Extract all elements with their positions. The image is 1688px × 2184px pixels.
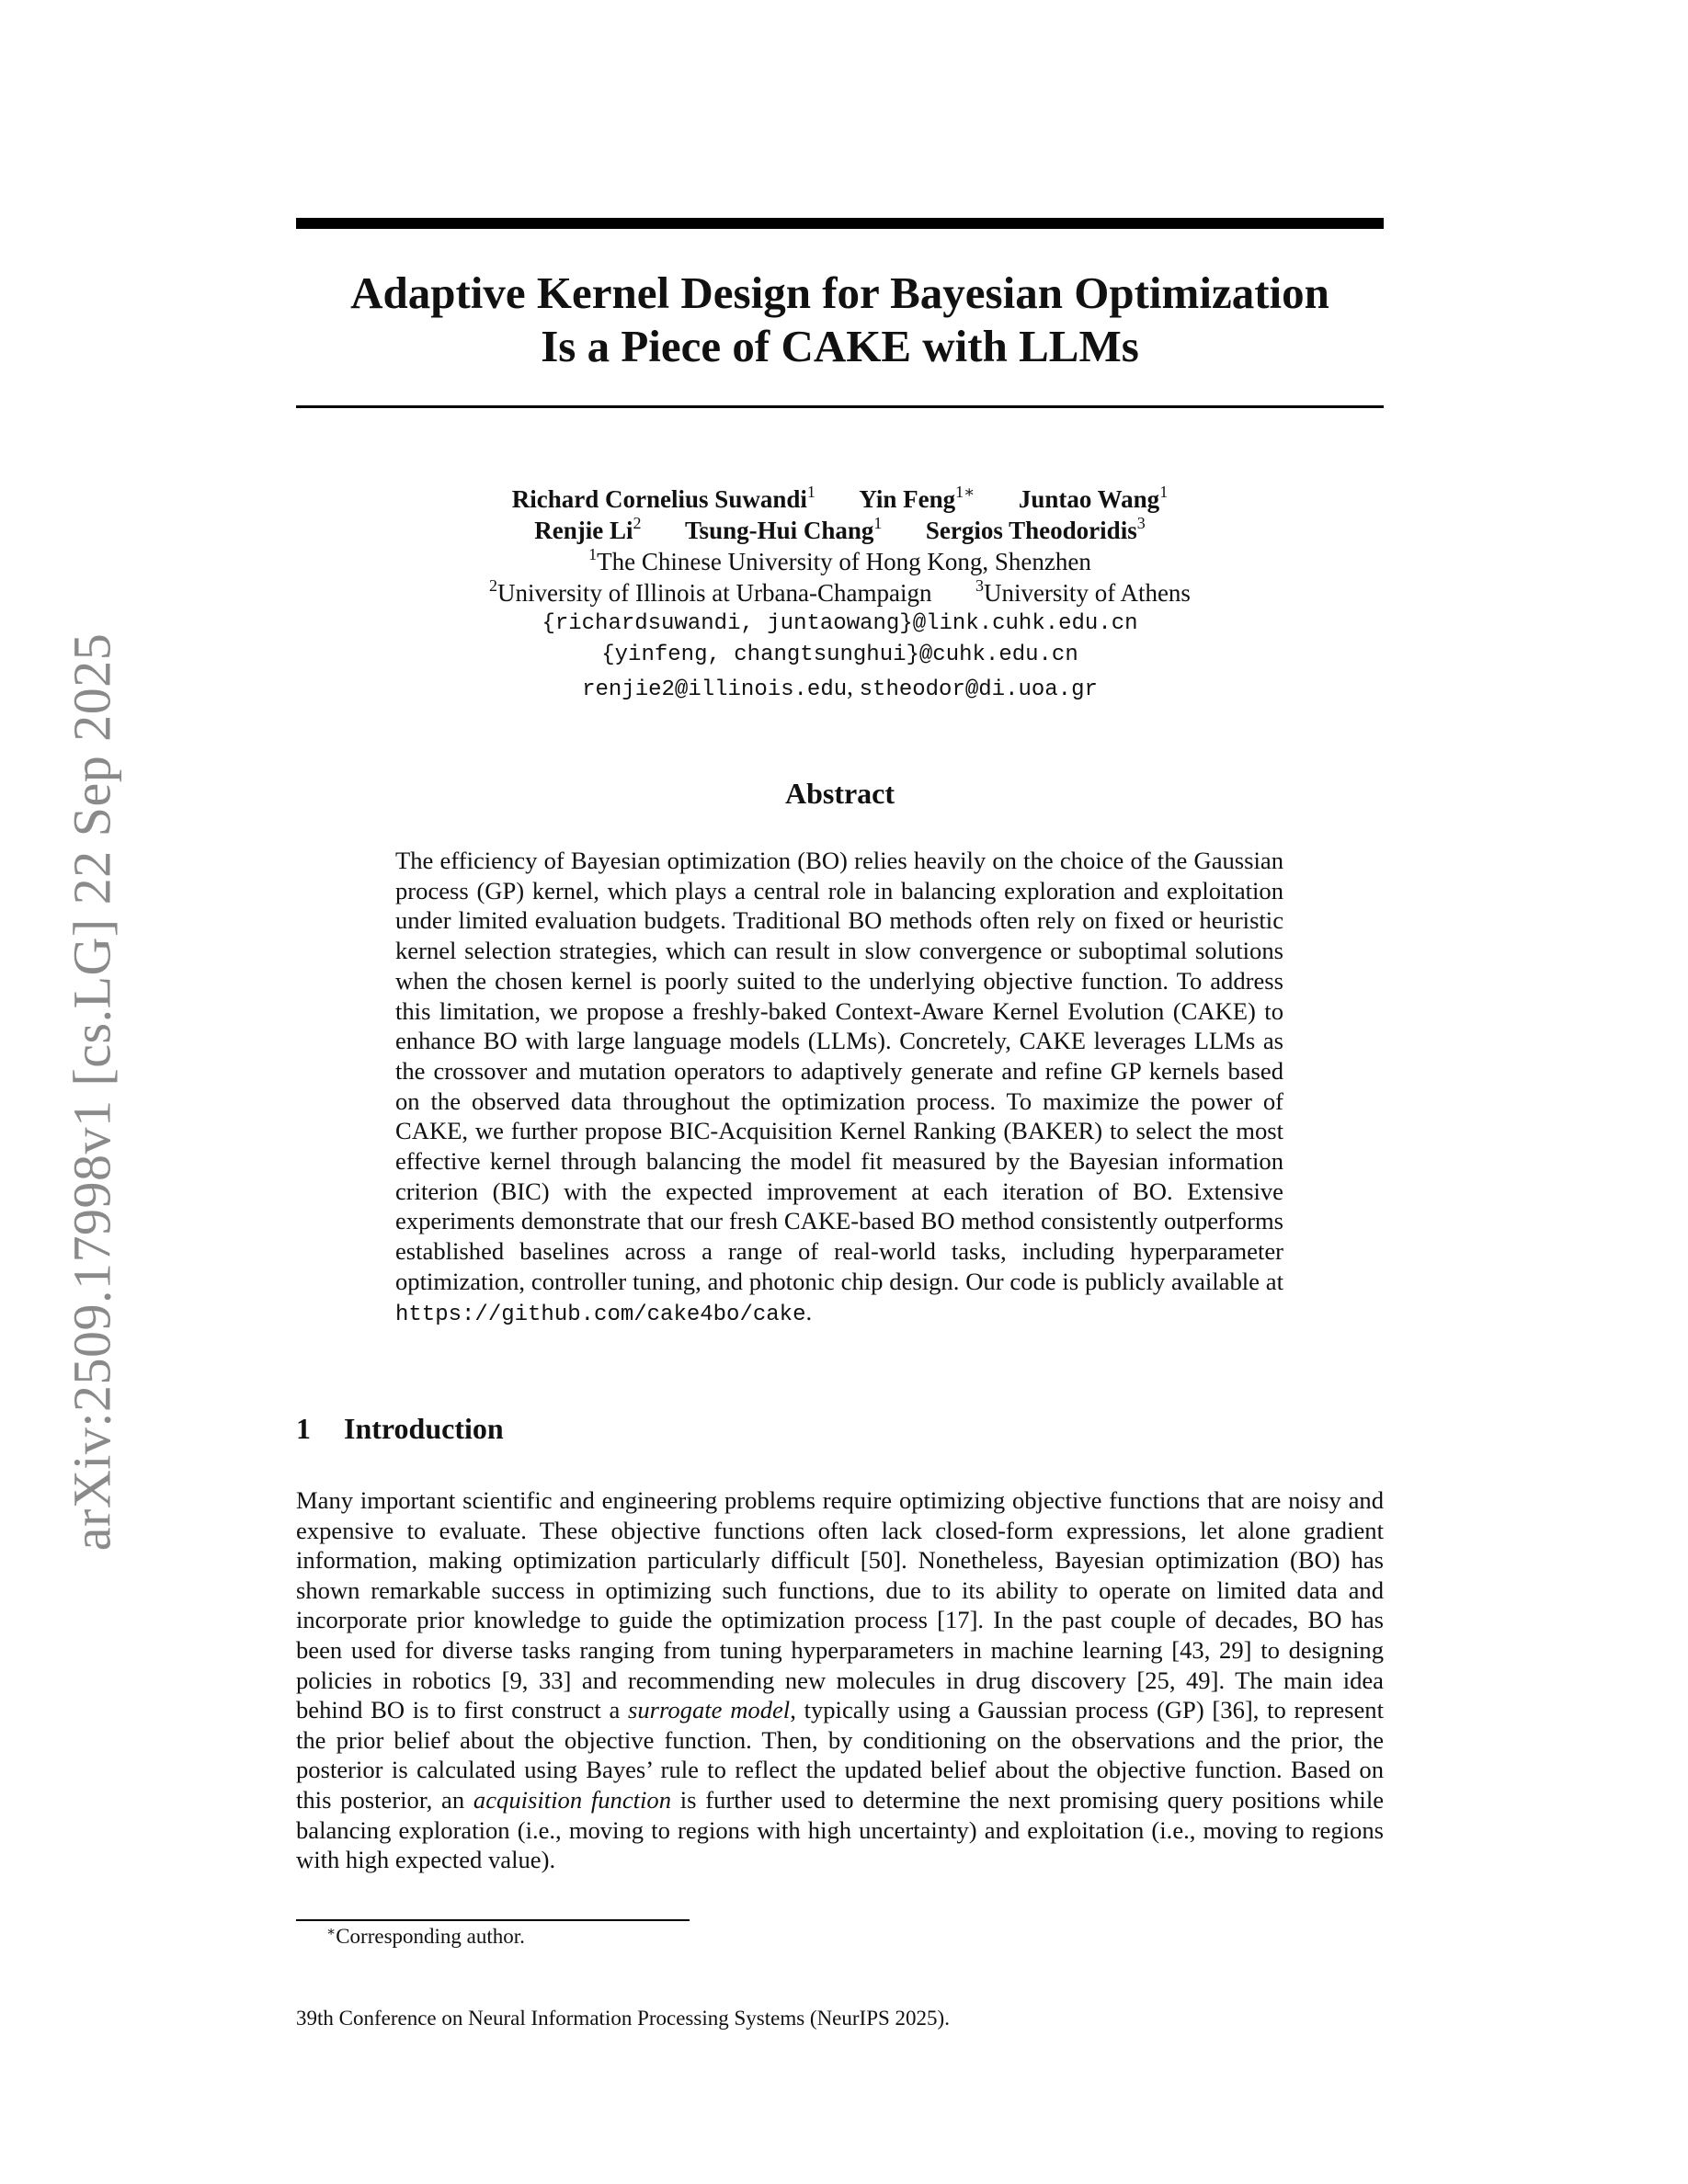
title-bottom-rule <box>296 405 1384 408</box>
title-line-2: Is a Piece of CAKE with LLMs <box>541 321 1139 371</box>
email-address: renjie2@illinois.edu <box>582 677 848 702</box>
abstract-heading: Abstract <box>784 777 895 810</box>
affiliation: University of Athens <box>983 579 1191 607</box>
author-line-2 <box>296 515 1384 546</box>
email-address: stheodor@di.uoa.gr <box>859 677 1098 702</box>
code-repository-link[interactable]: https://github.com/cake4bo/cake <box>395 1302 806 1327</box>
arxiv-identifier-stamp: arXiv:2509.17998v1 [cs.LG] 22 Sep 2025 <box>62 632 122 1552</box>
author-name: Richard Cornelius Suwandi <box>511 485 807 513</box>
footnote-rule <box>296 1919 690 1921</box>
author-name: Sergios Theodoridis <box>925 517 1137 544</box>
abstract-end-punct: . <box>805 1297 813 1325</box>
intro-emphasis: surrogate model <box>628 1696 791 1724</box>
affiliation: University of Illinois at Urbana-Champaign <box>497 579 932 607</box>
section-heading-introduction <box>296 1412 504 1446</box>
author-affil-mark: 3 <box>1136 514 1146 532</box>
intro-text: is further used to determine the next promising query positions while balancing exploration (i.e., moving to regions with high uncertainty) and exploitation (i.e., moving to regions with high expected value). <box>296 1785 1385 1874</box>
author-name: Renjie Li <box>534 517 633 544</box>
author-name: Juntao Wang <box>1018 485 1160 513</box>
author-affil-mark: 2 <box>633 514 642 532</box>
author-block <box>296 483 1384 706</box>
footnote <box>326 1925 525 1949</box>
section-title: Introduction <box>344 1412 504 1445</box>
affiliation-number: 3 <box>975 576 984 595</box>
email-line-1: {richardsuwandi, juntaowang}@link.cuhk.edu.cn <box>542 611 1138 636</box>
email-line-3 <box>296 671 1384 706</box>
affiliation-line-2 <box>296 577 1384 609</box>
footnote-mark: ∗ <box>326 1925 336 1939</box>
author-affil-mark: 1 <box>873 514 883 532</box>
affiliation-line-1 <box>296 546 1384 577</box>
section-number: 1 <box>296 1412 311 1445</box>
intro-emphasis: acquisition function <box>473 1785 672 1814</box>
introduction-paragraph <box>296 1485 1384 1875</box>
affiliation-number: 2 <box>489 576 498 595</box>
author-name: Tsung-Hui Chang <box>685 517 874 544</box>
author-line-1 <box>296 483 1384 515</box>
affiliation: The Chinese University of Hong Kong, Shenzhen <box>597 548 1091 575</box>
title-line-1: Adaptive Kernel Design for Bayesian Optimization <box>350 267 1329 318</box>
intro-text: Many important scientific and engineering problems require optimizing objective functions that are noisy and expensive to evaluate. These objective functions often lack closed-form expressions, let alone gradient information, making optimization particularly difficult [50]. Nonetheless, Bayesian optimization (BO) has shown remarkable success in optimizing such functions, due to its ability to operate on limited data and incorporate prior knowledge to guide the optimization process [17]. In the past couple of decades, BO has been used for diverse tasks ranging from tuning hyperparameters in machine learning [43, 29] to designing policies in robotics [9, 33] and recommending new molecules in drug discovery [25, 49]. The main idea behind BO is to first construct a <box>296 1486 1384 1724</box>
title-top-rule <box>296 218 1384 229</box>
author-affil-mark: 1 <box>1159 483 1169 501</box>
abstract-text <box>395 846 1283 1330</box>
author-name: Yin Feng <box>859 485 956 513</box>
venue-line: 39th Conference on Neural Information Processing Systems (NeurIPS 2025). <box>296 2007 950 2030</box>
author-affil-mark: 1∗ <box>955 483 975 501</box>
paper-title <box>296 267 1384 373</box>
intro-text: , typically using a Gaussian process (GP) [36], to represent the prior belief about the objective function. Then, by conditioning on the observations and the prior, the posterior is calculated using Bayes’ rule to reflect the updated belief about the objective function. Based on this posterior, an <box>296 1696 1384 1814</box>
abstract-paragraph: The efficiency of Bayesian optimization (BO) relies heavily on the choice of the Gaussian process (GP) kernel, which plays a central role in balancing exploration and exploitation under limited evaluation budgets. Traditional BO methods often rely on fixed or heuristic kernel selection strategies, which can result in slow convergence or suboptimal solutions when the chosen kernel is poorly suited to the underlying objective function. To address this limitation, we propose a freshly-baked Context-Aware Kernel Evolution (CAKE) to enhance BO with large language models (LLMs). Concretely, CAKE leverages LLMs as the crossover and mutation operators to adaptively generate and refine GP kernels based on the observed data throughout the optimization process. To maximize the power of CAKE, we further propose BIC-Acquisition Kernel Ranking (BAKER) to select the most effective kernel through balancing the model fit measured by the Bayesian information criterion (BIC) with the expected improvement at each iteration of BO. Extensive experiments demonstrate that our fresh CAKE-based BO method consistently outperforms established baselines across a range of real-world tasks, including hyperparameter optimization, controller tuning, and photonic chip design. Our code is publicly available at <box>395 847 1283 1295</box>
footnote-text: Corresponding author. <box>336 1925 525 1948</box>
affiliation-number: 1 <box>588 545 598 563</box>
email-line-2: {yinfeng, changtsunghui}@cuhk.edu.cn <box>601 643 1078 667</box>
author-affil-mark: 1 <box>806 483 815 501</box>
email-separator: , <box>847 673 853 700</box>
